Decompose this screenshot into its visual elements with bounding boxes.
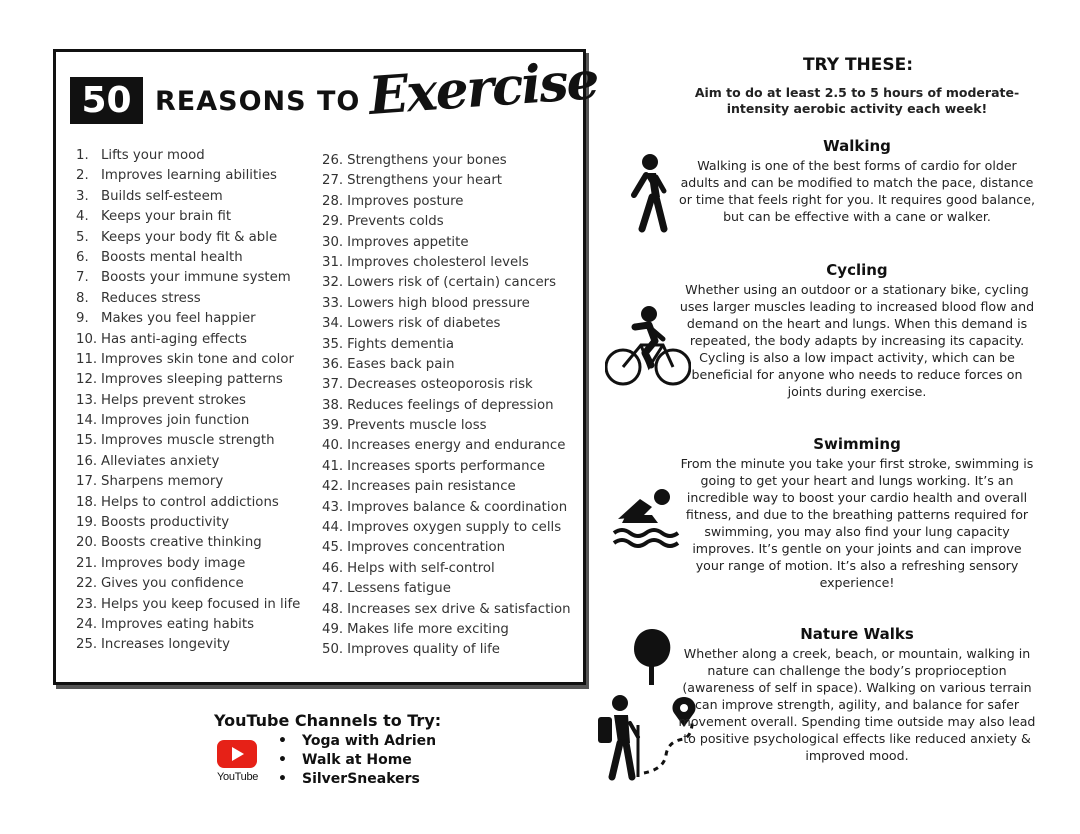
list-item: 27. Strengthens your heart <box>322 173 502 189</box>
list-item: 48. Increases sex drive & satisfaction <box>322 601 571 617</box>
youtube-channel-list <box>278 733 436 790</box>
list-item: 44. Improves oxygen supply to cells <box>322 520 562 536</box>
list-item: 11. Improves skin tone and color <box>76 351 294 367</box>
walking-text: Walking is one of the best forms of cardio for older adults and can be modified to match the pace, distance or time that feels right for you. It requires good balance, but can be effective with a cane or walker. <box>679 158 1035 224</box>
list-item: 50. Improves quality of life <box>322 642 500 658</box>
list-item: 19. Boosts productivity <box>76 515 230 531</box>
list-item: 41. Increases sports performance <box>322 458 546 474</box>
list-item: 43. Improves balance & coordination <box>322 499 568 515</box>
try-these-title: TRY THESE: <box>802 55 914 75</box>
list-item: 28. Improves posture <box>322 193 464 209</box>
list-item: 22. Gives you confidence <box>76 576 244 592</box>
list-item: • SilverSneakers <box>278 771 420 787</box>
aim-text: Aim to do at least 2.5 to 5 hours of moderate-intensity aerobic activity each week! <box>694 85 1020 116</box>
swimming-text: From the minute you take your first stroke, swimming is going to get your heart and lungs working. It’s an incredible way to boost your cardio health and overall fitness, and due to the breathing patterns required for swimming, you may also find your lung capacity improves. It’s gentle on your joints and can improve your range of motion. It’s also a refreshing sensory experience! <box>680 456 1034 590</box>
list-item: 15. Improves muscle strength <box>76 433 275 449</box>
list-item: 35. Fights dementia <box>322 336 455 352</box>
list-item: 5. Keeps your body fit & able <box>76 229 278 245</box>
list-item: 1. Lifts your mood <box>76 148 205 163</box>
youtube-wordmark: YouTube <box>217 771 259 783</box>
walking-person-icon <box>622 153 672 233</box>
tree-icon <box>630 627 674 687</box>
list-item: 46. Helps with self-control <box>322 560 495 576</box>
list-item: 37. Decreases osteoporosis risk <box>322 377 533 393</box>
list-item: 49. Makes life more exciting <box>322 621 509 637</box>
swimming-heading: Swimming <box>813 435 901 453</box>
cycling-heading: Cycling <box>826 261 888 279</box>
list-item: 33. Lowers high blood pressure <box>322 295 530 311</box>
list-item: 32. Lowers risk of (certain) cancers <box>322 275 557 291</box>
list-item: • Walk at Home <box>278 752 412 768</box>
list-item: 30. Improves appetite <box>322 234 469 250</box>
list-item: 20. Boosts creative thinking <box>76 535 262 551</box>
exercise-script-title: Exercise <box>366 50 600 127</box>
list-item: 45. Improves concentration <box>322 540 506 556</box>
list-item: 24. Improves eating habits <box>76 616 255 632</box>
nature-walks-heading: Nature Walks <box>800 625 914 643</box>
reasons-panel <box>53 49 600 685</box>
number-badge: 50 <box>70 77 143 124</box>
list-item: 7. Boosts your immune system <box>76 270 291 286</box>
list-item: 47. Lessens fatigue <box>322 581 451 597</box>
cycling-text: Whether using an outdoor or a stationary bike, cycling uses larger muscles leading to increased blood flow and demand on the heart and lungs. When this demand is repeated, the body adapts by increasing its capacity. Cycling is also a low impact activity, which can be beneficial for anyone who needs to reduce forces on joints during exercise. <box>679 282 1035 399</box>
list-item: 10. Has anti-aging effects <box>76 331 247 347</box>
youtube-title: YouTube Channels to Try: <box>214 711 442 730</box>
swimmer-icon <box>612 485 684 551</box>
list-item: 25. Increases longevity <box>76 637 230 653</box>
list-item: 38. Reduces feelings of depression <box>322 397 554 413</box>
list-item: 23. Helps you keep focused in life <box>76 596 301 612</box>
list-item: 6. Boosts mental health <box>76 249 243 265</box>
list-item: 17. Sharpens memory <box>76 474 224 490</box>
list-item: 2. Improves learning abilities <box>76 168 277 184</box>
list-item: 4. Keeps your brain fit <box>76 209 232 225</box>
list-item: 12. Improves sleeping patterns <box>76 372 283 388</box>
header-title: REASONS TO <box>155 86 361 117</box>
list-item: 40. Increases energy and endurance <box>322 438 566 454</box>
list-item: 31. Improves cholesterol levels <box>322 254 529 270</box>
list-item: 9. Makes you feel happier <box>76 311 256 327</box>
list-item: • Yoga with Adrien <box>278 733 437 749</box>
list-item: 14. Improves join function <box>76 413 250 429</box>
reasons-column-1 <box>76 148 300 658</box>
list-item: 42. Increases pain resistance <box>322 479 516 495</box>
list-item: 8. Reduces stress <box>76 290 201 306</box>
walking-heading: Walking <box>823 137 891 155</box>
list-item: 39. Prevents muscle loss <box>322 418 487 434</box>
list-item: 13. Helps prevent strokes <box>76 392 246 408</box>
list-item: 18. Helps to control addictions <box>76 494 279 510</box>
list-item: 21. Improves body image <box>76 555 246 571</box>
list-item: 34. Lowers risk of diabetes <box>322 316 501 332</box>
reasons-column-2 <box>322 153 571 663</box>
nature-walks-text: Whether along a creek, beach, or mountain, walking in nature can challenge the body’s proprioception (awareness of self in space). Walking on various terrain can improve strength, agility, and balance for safer movement overall. Spending time outside may also lead to positive psychological effects like reduced anxiety & improved mood. <box>678 646 1036 763</box>
list-item: 29. Prevents colds <box>322 214 444 230</box>
list-item: 16. Alleviates anxiety <box>76 453 220 469</box>
list-item: 3. Builds self-esteem <box>76 188 223 204</box>
list-item: 26. Strengthens your bones <box>322 153 507 168</box>
list-item: 36. Eases back pain <box>322 356 455 372</box>
